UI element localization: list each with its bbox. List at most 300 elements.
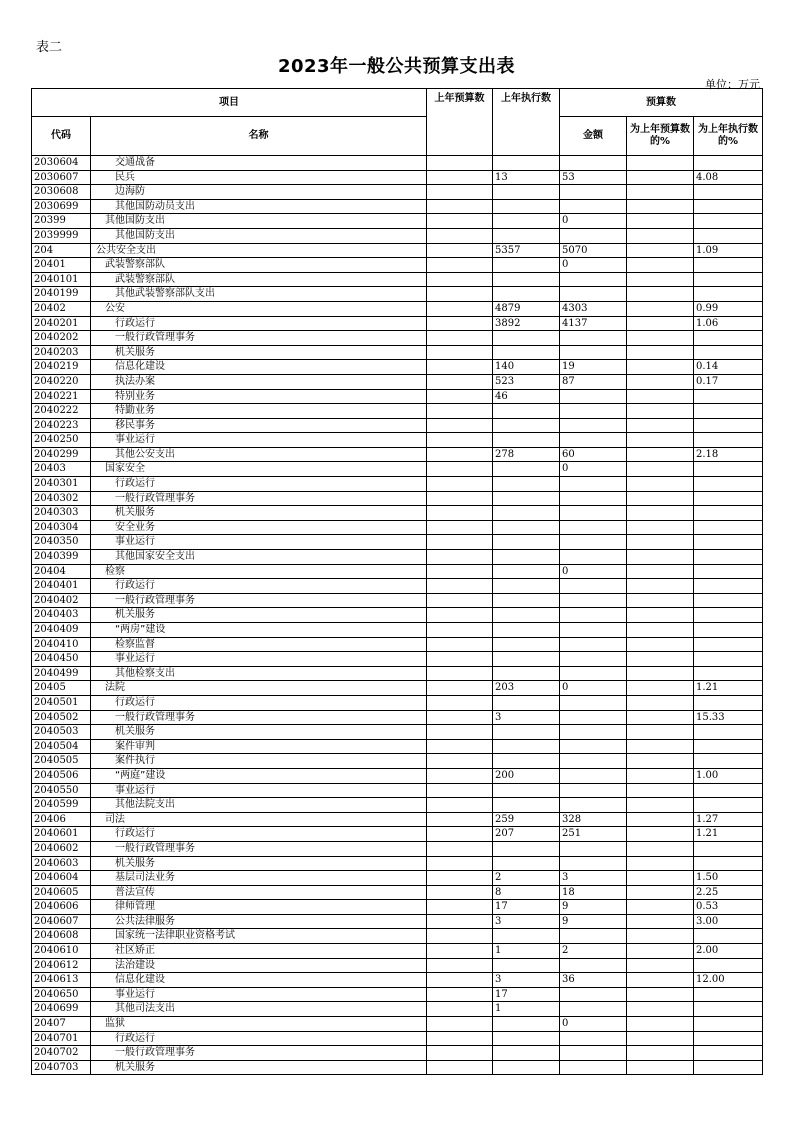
- cell-name: 其他国防支出: [91, 214, 427, 229]
- cell-prev-exec: [493, 623, 560, 638]
- cell-pct-prev-budget: [627, 316, 694, 331]
- cell-pct-prev-exec: [694, 550, 763, 565]
- cell-prev-budget: [427, 856, 493, 871]
- cell-amount: 60: [560, 447, 627, 462]
- cell-prev-budget: [427, 156, 493, 171]
- cell-prev-exec: [493, 199, 560, 214]
- cell-name: 特别业务: [91, 389, 427, 404]
- table-row: [32, 243, 763, 258]
- cell-pct-prev-budget: [627, 564, 694, 579]
- cell-pct-prev-budget: [627, 447, 694, 462]
- cell-pct-prev-budget: [627, 958, 694, 973]
- cell-amount: [560, 535, 627, 550]
- cell-code: 2040403: [32, 608, 91, 623]
- cell-pct-prev-budget: [627, 666, 694, 681]
- cell-prev-budget: [427, 374, 493, 389]
- cell-code: 2040221: [32, 389, 91, 404]
- cell-prev-budget: [427, 550, 493, 565]
- cell-pct-prev-budget: [627, 506, 694, 521]
- cell-pct-prev-exec: [694, 331, 763, 346]
- cell-name: 普法宣传: [91, 885, 427, 900]
- cell-name: 信息化建设: [91, 360, 427, 375]
- cell-pct-prev-exec: [694, 754, 763, 769]
- cell-pct-prev-exec: [694, 958, 763, 973]
- cell-name: 行政运行: [91, 1031, 427, 1046]
- cell-prev-budget: [427, 987, 493, 1002]
- cell-amount: [560, 593, 627, 608]
- cell-code: 2040550: [32, 783, 91, 798]
- cell-pct-prev-budget: [627, 243, 694, 258]
- table-row: [32, 827, 763, 842]
- cell-prev-budget: [427, 958, 493, 973]
- cell-pct-prev-exec: [694, 228, 763, 243]
- cell-amount: 251: [560, 827, 627, 842]
- table-row: [32, 958, 763, 973]
- cell-amount: [560, 710, 627, 725]
- cell-code: 2040301: [32, 477, 91, 492]
- table-row: [32, 885, 763, 900]
- table-row: [32, 666, 763, 681]
- cell-pct-prev-exec: [694, 725, 763, 740]
- cell-code: 2040222: [32, 404, 91, 419]
- cell-prev-exec: [493, 214, 560, 229]
- cell-prev-budget: [427, 783, 493, 798]
- cell-name: 其他国防支出: [91, 228, 427, 243]
- cell-amount: 328: [560, 812, 627, 827]
- cell-pct-prev-budget: [627, 944, 694, 959]
- cell-prev-exec: [493, 1046, 560, 1061]
- cell-code: 2040506: [32, 768, 91, 783]
- cell-prev-exec: 46: [493, 389, 560, 404]
- cell-prev-budget: [427, 404, 493, 419]
- cell-code: 2040606: [32, 900, 91, 915]
- cell-pct-prev-budget: [627, 914, 694, 929]
- cell-prev-budget: [427, 1046, 493, 1061]
- table-row: [32, 623, 763, 638]
- cell-pct-prev-exec: [694, 287, 763, 302]
- cell-name: 其他检察支出: [91, 666, 427, 681]
- cell-pct-prev-exec: [694, 1060, 763, 1075]
- cell-pct-prev-exec: 0.14: [694, 360, 763, 375]
- cell-pct-prev-budget: [627, 871, 694, 886]
- cell-name: 基层司法业务: [91, 871, 427, 886]
- cell-pct-prev-exec: [694, 404, 763, 419]
- cell-prev-budget: [427, 418, 493, 433]
- cell-prev-exec: [493, 418, 560, 433]
- cell-amount: 4137: [560, 316, 627, 331]
- cell-name: 行政运行: [91, 316, 427, 331]
- table-row: [32, 1060, 763, 1075]
- cell-prev-budget: [427, 637, 493, 652]
- cell-pct-prev-budget: [627, 287, 694, 302]
- cell-prev-budget: [427, 243, 493, 258]
- cell-prev-budget: [427, 929, 493, 944]
- cell-prev-budget: [427, 185, 493, 200]
- cell-prev-budget: [427, 389, 493, 404]
- cell-code: 2040499: [32, 666, 91, 681]
- cell-amount: [560, 404, 627, 419]
- cell-name: 边海防: [91, 185, 427, 200]
- table-row: [32, 345, 763, 360]
- cell-prev-budget: [427, 477, 493, 492]
- cell-pct-prev-exec: 12.00: [694, 973, 763, 988]
- cell-name: 其他公安支出: [91, 447, 427, 462]
- cell-pct-prev-budget: [627, 185, 694, 200]
- cell-pct-prev-exec: [694, 258, 763, 273]
- cell-prev-exec: 278: [493, 447, 560, 462]
- cell-name: 检察监督: [91, 637, 427, 652]
- table-row: [32, 973, 763, 988]
- cell-code: 20407: [32, 1017, 91, 1032]
- cell-pct-prev-exec: [694, 462, 763, 477]
- cell-pct-prev-exec: [694, 214, 763, 229]
- cell-code: 20399: [32, 214, 91, 229]
- table-row: [32, 199, 763, 214]
- table-row: [32, 301, 763, 316]
- cell-amount: [560, 345, 627, 360]
- table-row: [32, 316, 763, 331]
- cell-pct-prev-budget: [627, 433, 694, 448]
- cell-prev-exec: [493, 258, 560, 273]
- header-budget: 预算数: [560, 89, 763, 117]
- cell-pct-prev-budget: [627, 228, 694, 243]
- cell-code: 2040250: [32, 433, 91, 448]
- cell-name: 事业运行: [91, 433, 427, 448]
- table-row: [32, 156, 763, 171]
- cell-prev-budget: [427, 666, 493, 681]
- cell-code: 2040201: [32, 316, 91, 331]
- cell-amount: 4303: [560, 301, 627, 316]
- cell-prev-exec: [493, 520, 560, 535]
- cell-pct-prev-exec: 2.18: [694, 447, 763, 462]
- cell-amount: [560, 550, 627, 565]
- cell-code: 2040603: [32, 856, 91, 871]
- cell-pct-prev-budget: [627, 929, 694, 944]
- cell-pct-prev-exec: 1.21: [694, 681, 763, 696]
- table-row: [32, 944, 763, 959]
- cell-prev-exec: 3892: [493, 316, 560, 331]
- cell-prev-exec: [493, 754, 560, 769]
- cell-name: 一般行政管理事务: [91, 1046, 427, 1061]
- cell-prev-budget: [427, 214, 493, 229]
- cell-pct-prev-budget: [627, 1002, 694, 1017]
- cell-pct-prev-exec: 1.06: [694, 316, 763, 331]
- cell-code: 2040220: [32, 374, 91, 389]
- cell-prev-exec: 2: [493, 871, 560, 886]
- cell-name: 律师管理: [91, 900, 427, 915]
- page-title: 2023年一般公共预算支出表: [277, 56, 516, 77]
- cell-pct-prev-exec: [694, 652, 763, 667]
- table-row: [32, 987, 763, 1002]
- cell-prev-exec: 203: [493, 681, 560, 696]
- cell-pct-prev-exec: [694, 623, 763, 638]
- cell-code: 2040613: [32, 973, 91, 988]
- cell-amount: [560, 768, 627, 783]
- cell-pct-prev-exec: 1.27: [694, 812, 763, 827]
- cell-pct-prev-budget: [627, 885, 694, 900]
- cell-amount: [560, 477, 627, 492]
- cell-code: 2040599: [32, 798, 91, 813]
- cell-prev-exec: [493, 637, 560, 652]
- cell-pct-prev-budget: [627, 973, 694, 988]
- cell-prev-budget: [427, 695, 493, 710]
- cell-code: 2040703: [32, 1060, 91, 1075]
- cell-name: 公共法律服务: [91, 914, 427, 929]
- cell-code: 2040450: [32, 652, 91, 667]
- cell-code: 2040410: [32, 637, 91, 652]
- table-row: [32, 841, 763, 856]
- cell-code: 2040303: [32, 506, 91, 521]
- table-row: [32, 681, 763, 696]
- cell-pct-prev-budget: [627, 783, 694, 798]
- cell-prev-exec: [493, 404, 560, 419]
- cell-pct-prev-exec: 2.00: [694, 944, 763, 959]
- table-row: [32, 462, 763, 477]
- cell-pct-prev-budget: [627, 695, 694, 710]
- cell-prev-exec: [493, 228, 560, 243]
- cell-name: 武装警察部队: [91, 258, 427, 273]
- cell-amount: [560, 433, 627, 448]
- cell-pct-prev-exec: [694, 156, 763, 171]
- cell-name: 一般行政管理事务: [91, 841, 427, 856]
- table-row: [32, 433, 763, 448]
- cell-prev-budget: [427, 798, 493, 813]
- cell-pct-prev-exec: [694, 564, 763, 579]
- cell-prev-exec: [493, 579, 560, 594]
- cell-code: 2040299: [32, 447, 91, 462]
- cell-pct-prev-budget: [627, 608, 694, 623]
- cell-pct-prev-exec: 15.33: [694, 710, 763, 725]
- cell-prev-budget: [427, 652, 493, 667]
- cell-name: “两庭”建设: [91, 768, 427, 783]
- cell-prev-exec: 1: [493, 944, 560, 959]
- cell-code: 2040501: [32, 695, 91, 710]
- cell-prev-exec: [493, 564, 560, 579]
- header-project: 项目: [32, 89, 427, 117]
- cell-pct-prev-budget: [627, 462, 694, 477]
- cell-prev-budget: [427, 301, 493, 316]
- cell-prev-exec: [493, 841, 560, 856]
- cell-prev-budget: [427, 739, 493, 754]
- table-row: [32, 783, 763, 798]
- cell-prev-exec: [493, 491, 560, 506]
- cell-prev-budget: [427, 973, 493, 988]
- cell-name: 公安: [91, 301, 427, 316]
- cell-prev-exec: [493, 156, 560, 171]
- cell-code: 2040699: [32, 1002, 91, 1017]
- cell-name: 国家统一法律职业资格考试: [91, 929, 427, 944]
- cell-pct-prev-exec: 1.50: [694, 871, 763, 886]
- cell-prev-budget: [427, 944, 493, 959]
- cell-pct-prev-budget: [627, 535, 694, 550]
- cell-code: 20405: [32, 681, 91, 696]
- cell-code: 2040399: [32, 550, 91, 565]
- cell-pct-prev-budget: [627, 1017, 694, 1032]
- cell-pct-prev-budget: [627, 374, 694, 389]
- cell-amount: [560, 331, 627, 346]
- cell-name: 事业运行: [91, 652, 427, 667]
- cell-name: 安全业务: [91, 520, 427, 535]
- cell-prev-budget: [427, 360, 493, 375]
- cell-prev-exec: 13: [493, 170, 560, 185]
- cell-amount: [560, 929, 627, 944]
- cell-name: 事业运行: [91, 783, 427, 798]
- cell-prev-exec: 17: [493, 900, 560, 915]
- cell-pct-prev-budget: [627, 389, 694, 404]
- cell-name: 行政运行: [91, 695, 427, 710]
- cell-prev-budget: [427, 462, 493, 477]
- cell-amount: 0: [560, 1017, 627, 1032]
- cell-prev-exec: [493, 477, 560, 492]
- cell-prev-exec: [493, 929, 560, 944]
- table-label: 表二: [36, 40, 63, 55]
- table-row: [32, 360, 763, 375]
- cell-pct-prev-budget: [627, 550, 694, 565]
- table-row: [32, 214, 763, 229]
- cell-pct-prev-exec: [694, 389, 763, 404]
- cell-code: 2040605: [32, 885, 91, 900]
- cell-name: 事业运行: [91, 987, 427, 1002]
- cell-amount: [560, 506, 627, 521]
- cell-pct-prev-exec: [694, 987, 763, 1002]
- cell-name: 其他国家安全支出: [91, 550, 427, 565]
- table-row: [32, 798, 763, 813]
- cell-prev-exec: [493, 695, 560, 710]
- cell-pct-prev-exec: 0.17: [694, 374, 763, 389]
- cell-amount: [560, 1002, 627, 1017]
- cell-pct-prev-budget: [627, 900, 694, 915]
- cell-pct-prev-exec: 3.00: [694, 914, 763, 929]
- table-row: [32, 608, 763, 623]
- table-row: [32, 389, 763, 404]
- cell-code: 2030604: [32, 156, 91, 171]
- cell-amount: [560, 228, 627, 243]
- cell-pct-prev-exec: [694, 608, 763, 623]
- cell-prev-exec: [493, 593, 560, 608]
- cell-pct-prev-exec: 0.53: [694, 900, 763, 915]
- cell-prev-budget: [427, 199, 493, 214]
- cell-prev-exec: 5357: [493, 243, 560, 258]
- table-row: [32, 1031, 763, 1046]
- table-row: [32, 185, 763, 200]
- cell-pct-prev-budget: [627, 987, 694, 1002]
- table-row: [32, 418, 763, 433]
- cell-pct-prev-budget: [627, 491, 694, 506]
- cell-prev-exec: [493, 331, 560, 346]
- cell-amount: 0: [560, 214, 627, 229]
- cell-name: 国家安全: [91, 462, 427, 477]
- cell-code: 2040503: [32, 725, 91, 740]
- cell-pct-prev-budget: [627, 841, 694, 856]
- cell-prev-exec: [493, 535, 560, 550]
- cell-amount: [560, 695, 627, 710]
- cell-amount: [560, 418, 627, 433]
- cell-prev-exec: [493, 666, 560, 681]
- table-row: [32, 812, 763, 827]
- cell-pct-prev-budget: [627, 1046, 694, 1061]
- cell-name: 其他武装警察部队支出: [91, 287, 427, 302]
- cell-name: 机关服务: [91, 608, 427, 623]
- cell-name: 机关服务: [91, 345, 427, 360]
- cell-pct-prev-budget: [627, 681, 694, 696]
- cell-pct-prev-budget: [627, 623, 694, 638]
- cell-name: 行政运行: [91, 579, 427, 594]
- table-row: [32, 404, 763, 419]
- cell-code: 2040601: [32, 827, 91, 842]
- table-row: [32, 477, 763, 492]
- cell-prev-budget: [427, 433, 493, 448]
- cell-amount: 0: [560, 462, 627, 477]
- cell-prev-budget: [427, 914, 493, 929]
- table-row: [32, 637, 763, 652]
- cell-pct-prev-exec: [694, 856, 763, 871]
- cell-prev-budget: [427, 623, 493, 638]
- table-row: [32, 652, 763, 667]
- cell-pct-prev-budget: [627, 1031, 694, 1046]
- cell-pct-prev-budget: [627, 652, 694, 667]
- cell-prev-budget: [427, 520, 493, 535]
- table-row: [32, 506, 763, 521]
- cell-code: 204: [32, 243, 91, 258]
- cell-amount: [560, 725, 627, 740]
- cell-amount: 9: [560, 914, 627, 929]
- cell-pct-prev-budget: [627, 754, 694, 769]
- cell-name: 移民事务: [91, 418, 427, 433]
- cell-pct-prev-budget: [627, 856, 694, 871]
- cell-name: “两房”建设: [91, 623, 427, 638]
- cell-name: 其他国防动员支出: [91, 199, 427, 214]
- cell-code: 2040701: [32, 1031, 91, 1046]
- cell-pct-prev-budget: [627, 404, 694, 419]
- cell-code: 2040650: [32, 987, 91, 1002]
- cell-prev-budget: [427, 827, 493, 842]
- table-row: [32, 929, 763, 944]
- cell-name: 监狱: [91, 1017, 427, 1032]
- cell-prev-exec: [493, 725, 560, 740]
- table-row: [32, 1017, 763, 1032]
- budget-table: [31, 88, 763, 1075]
- cell-pct-prev-budget: [627, 272, 694, 287]
- cell-pct-prev-budget: [627, 520, 694, 535]
- cell-code: 2040203: [32, 345, 91, 360]
- cell-prev-budget: [427, 447, 493, 462]
- cell-code: 2040223: [32, 418, 91, 433]
- cell-name: 案件审判: [91, 739, 427, 754]
- cell-amount: [560, 185, 627, 200]
- cell-pct-prev-exec: 1.09: [694, 243, 763, 258]
- cell-pct-prev-exec: [694, 506, 763, 521]
- cell-prev-exec: 140: [493, 360, 560, 375]
- cell-prev-budget: [427, 768, 493, 783]
- cell-amount: 9: [560, 900, 627, 915]
- table-row: [32, 272, 763, 287]
- cell-prev-exec: [493, 462, 560, 477]
- cell-amount: [560, 754, 627, 769]
- cell-prev-exec: [493, 1017, 560, 1032]
- cell-pct-prev-exec: [694, 841, 763, 856]
- cell-pct-prev-exec: [694, 491, 763, 506]
- cell-code: 2040402: [32, 593, 91, 608]
- cell-amount: [560, 156, 627, 171]
- cell-prev-budget: [427, 885, 493, 900]
- cell-prev-exec: [493, 608, 560, 623]
- cell-amount: 2: [560, 944, 627, 959]
- cell-pct-prev-exec: [694, 1031, 763, 1046]
- cell-name: 公共安全支出: [91, 243, 427, 258]
- cell-amount: [560, 287, 627, 302]
- cell-code: 2040101: [32, 272, 91, 287]
- cell-pct-prev-exec: 0.99: [694, 301, 763, 316]
